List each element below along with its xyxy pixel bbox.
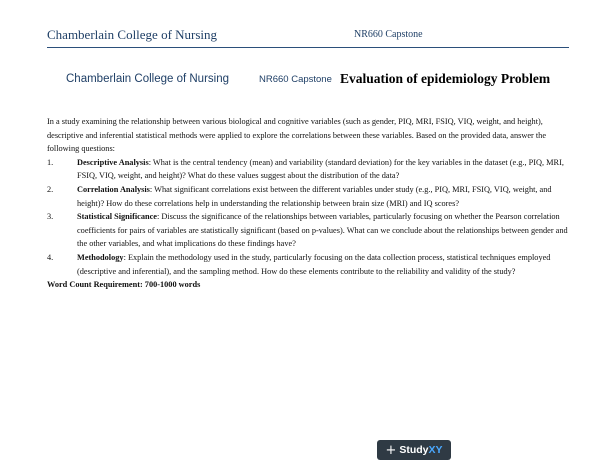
question-text: : Explain the methodology used in the study, particularly focusing on the data collection process, statistical techniques employed (descriptive and inferential), and the sampling method. How do these elements contribute to the reliability and validity of the study?	[77, 252, 551, 276]
question-label: Methodology	[77, 252, 124, 262]
plus-icon: +	[385, 442, 397, 458]
studyxy-badge[interactable]	[377, 440, 451, 460]
question-number: 3.	[47, 212, 54, 222]
question-number: 2.	[47, 184, 54, 194]
title-college-name: Chamberlain College of Nursing	[66, 73, 229, 85]
page-title: Evaluation of epidemiology Problem	[340, 71, 551, 86]
question-label: Correlation Analysis	[77, 184, 150, 194]
header-college-name: Chamberlain College of Nursing	[47, 27, 218, 42]
question-item	[47, 183, 577, 210]
intro-paragraph: In a study examining the relationship between various biological and cognitive variables (such as gender, PIQ, MRI, FSIQ, VIQ, weight, and height), descriptive and inferential statistical methods were applied to explore the correlations between these variables. Based on the provided data, answer the following questions:	[47, 117, 547, 154]
header-course-code: NR660 Capstone	[354, 29, 423, 40]
question-item	[47, 156, 577, 183]
question-number: 4.	[47, 252, 54, 262]
document-body	[47, 115, 577, 292]
question-item	[47, 210, 577, 251]
word-count-requirement: Word Count Requirement: 700-1000 words	[47, 280, 201, 290]
studyxy-logo-text	[399, 444, 442, 456]
question-label: Descriptive Analysis	[77, 157, 149, 167]
title-course-code: NR660 Capstone	[259, 74, 332, 85]
question-label: Statistical Significance	[77, 212, 157, 222]
title-line	[66, 72, 586, 90]
question-item	[47, 251, 577, 278]
logo-study: Study	[399, 444, 429, 456]
logo-xy: XY	[428, 444, 443, 456]
running-header	[47, 27, 569, 48]
question-number: 1.	[47, 157, 54, 167]
question-text: : What is the central tendency (mean) and variability (standard deviation) for the key variables in the dataset (e.g., PIQ, MRI, FSIQ, VIQ, weight, and height)? What do these values suggest about the distribution of the data?	[77, 157, 564, 181]
question-text: : Discuss the significance of the relationships between variables, particularly focusing on whether the Pearson correlation coefficients for pairs of variables are statistically significant (based on p-values). What can we conclude about the relationships between gender and the other variables, and what implications do these findings have?	[77, 212, 568, 249]
question-text: : What significant correlations exist between the different variables under study (e.g., PIQ, MRI, FSIQ, VIQ, weight, and height)? How do these correlations help in understanding the relationship between brain size (MRI) and IQ scores?	[77, 184, 552, 208]
